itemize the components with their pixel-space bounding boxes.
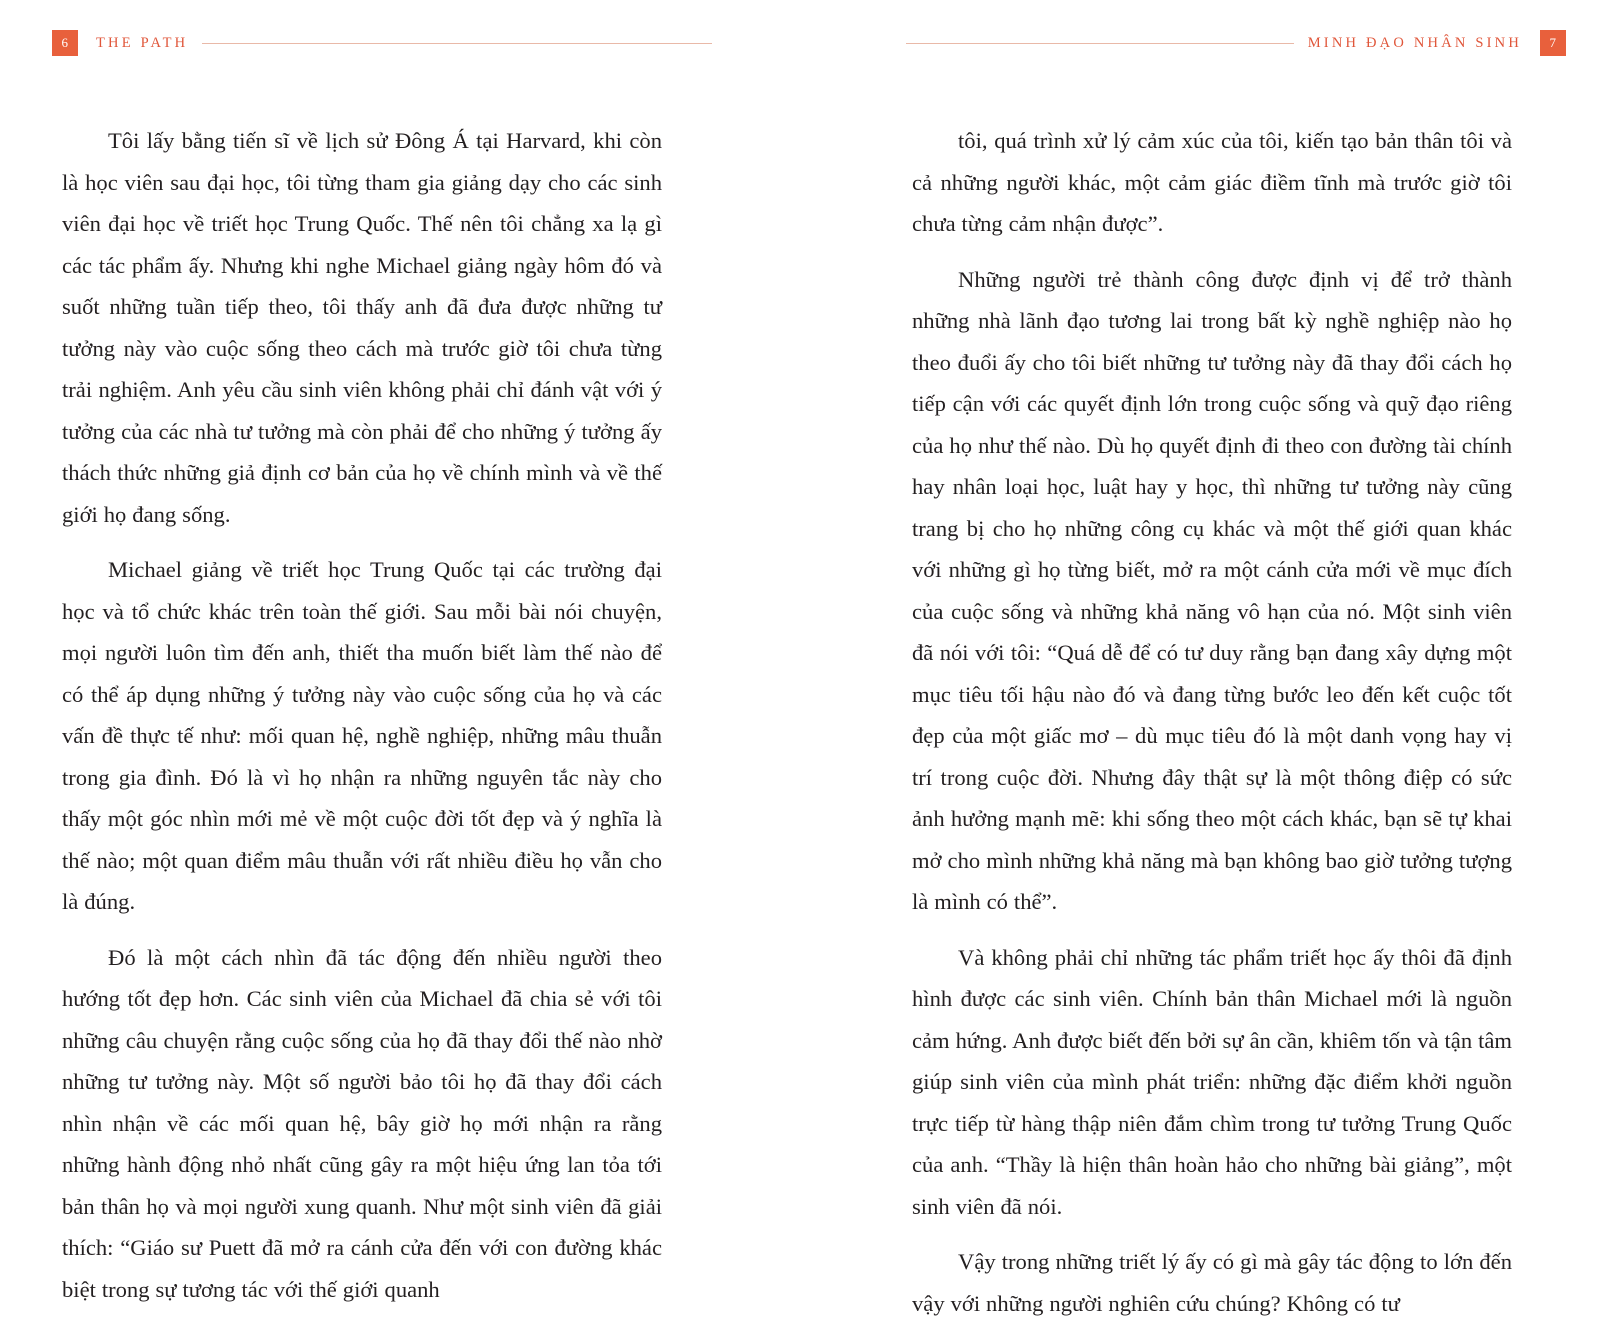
paragraph: Những người trẻ thành công được định vị để trở thành những nhà lãnh đạo tương lai trong bất kỳ nghề nghiệp nào họ theo đuổi ấy cho tôi biết những tư tưởng này đã thay đổi cách họ tiếp cận với các quyết định lớn trong cuộc sống và quỹ đạo riêng của họ như thế nào. Dù họ quyết định đi theo con đường tài chính hay nhân loại học, luật hay y học, thì những tư tưởng này cũng trang bị cho họ những công cụ khác và một thế giới quan khác với những gì họ từng biết, mở ra một cánh cửa mới về mục đích của cuộc sống và những khả năng vô hạn của nó. Một sinh viên đã nói với tôi: “Quá dễ để có tư duy rằng bạn đang xây dựng một mục tiêu tối hậu nào đó và đang từng bước leo đến kết cuộc tốt đẹp của một giấc mơ – dù mục tiêu đó là một danh vọng hay vị trí trong cuộc đời. Nhưng đây thật sự là một thông điệp có sức ảnh hưởng mạnh mẽ: khi sống theo một cách khác, bạn sẽ tự khai mở cho mình những khả năng mà bạn không bao giờ tưởng tượng là mình có thể”. xyxy=(912,266,1512,914)
header-rule-right xyxy=(906,43,1294,44)
page-number-right: 7 xyxy=(1540,30,1566,56)
page-number-left: 6 xyxy=(52,30,78,56)
paragraph: Michael giảng về triết học Trung Quốc tại các trường đại học và tổ chức khác trên toàn thế giới. Sau mỗi bài nói chuyện, mọi người luôn tìm đến anh, thiết tha muốn biết làm thế nào để có thể áp dụng những ý tưởng này vào cuộc sống của họ và các vấn đề thực tế như: mối quan hệ, nghề nghiệp, những mâu thuẫn trong gia đình. Đó là vì họ nhận ra những nguyên tắc này cho thấy một góc nhìn mới mẻ về một cuộc đời tốt đẹp và ý nghĩa là thế nào; một quan điểm mâu thuẫn với rất nhiều điều họ vẫn cho là đúng. xyxy=(62,557,662,914)
header-rule-left xyxy=(202,43,712,44)
paragraph: Tôi lấy bằng tiến sĩ về lịch sử Đông Á tại Harvard, khi còn là học viên sau đại học, tôi từng tham gia giảng dạy cho các sinh viên đại học về triết học Trung Quốc. Thế nên tôi chẳng xa lạ gì các tác phẩm ấy. Nhưng khi nghe Michael giảng ngày hôm đó và suốt những tuần tiếp theo, tôi thấy anh đã đưa được những tư tưởng này vào cuộc sống theo cách mà trước giờ tôi chưa từng trải nghiệm. Anh yêu cầu sinh viên không phải chỉ đánh vật với ý tưởng của các nhà tư tưởng mà còn phải để cho những ý tưởng ấy thách thức những giả định cơ bản của họ về chính mình và về thế giới họ đang sống. xyxy=(62,128,662,527)
paragraph: Vậy trong những triết lý ấy có gì mà gây tác động to lớn đến vậy với những người nghiên cứu chúng? Không có tư xyxy=(912,1249,1512,1316)
running-head-right xyxy=(906,30,1566,56)
left-page-text-column xyxy=(62,120,662,1310)
running-head-left xyxy=(52,30,712,56)
paragraph: Và không phải chỉ những tác phẩm triết học ấy thôi đã định hình được các sinh viên. Chính bản thân Michael mới là nguồn cảm hứng. Anh được biết đến bởi sự ân cần, khiêm tốn và tận tâm giúp sinh viên của mình phát triển: những đặc điểm khởi nguồn trực tiếp từ hàng thập niên đắm chìm trong tư tưởng Trung Quốc của anh. “Thầy là hiện thân hoàn hảo cho những bài giảng”, một sinh viên đã nói. xyxy=(912,944,1512,1219)
running-title-left: THE PATH xyxy=(96,34,189,51)
paragraph: tôi, quá trình xử lý cảm xúc của tôi, kiến tạo bản thân tôi và cả những người khác, một cảm giác điềm tĩnh mà trước giờ tôi chưa từng cảm nhận được”. xyxy=(912,128,1512,236)
paragraph: Đó là một cách nhìn đã tác động đến nhiều người theo hướng tốt đẹp hơn. Các sinh viên của Michael đã chia sẻ với tôi những câu chuyện rằng cuộc sống của họ đã thay đổi thế nào nhờ những tư tưởng này. Một số người bảo tôi họ đã thay đổi cách nhìn nhận về các mối quan hệ, bây giờ họ mới nhận ra rằng những hành động nhỏ nhất cũng gây ra một hiệu ứng lan tỏa tới bản thân họ và mọi người xung quanh. Như một sinh viên đã giải thích: “Giáo sư Puett đã mở ra cánh cửa đến với con đường khác biệt trong sự tương tác với thế giới quanh xyxy=(62,944,662,1302)
running-title-right: MINH ĐẠO NHÂN SINH xyxy=(1307,34,1522,51)
right-page-text-column xyxy=(912,120,1512,1324)
